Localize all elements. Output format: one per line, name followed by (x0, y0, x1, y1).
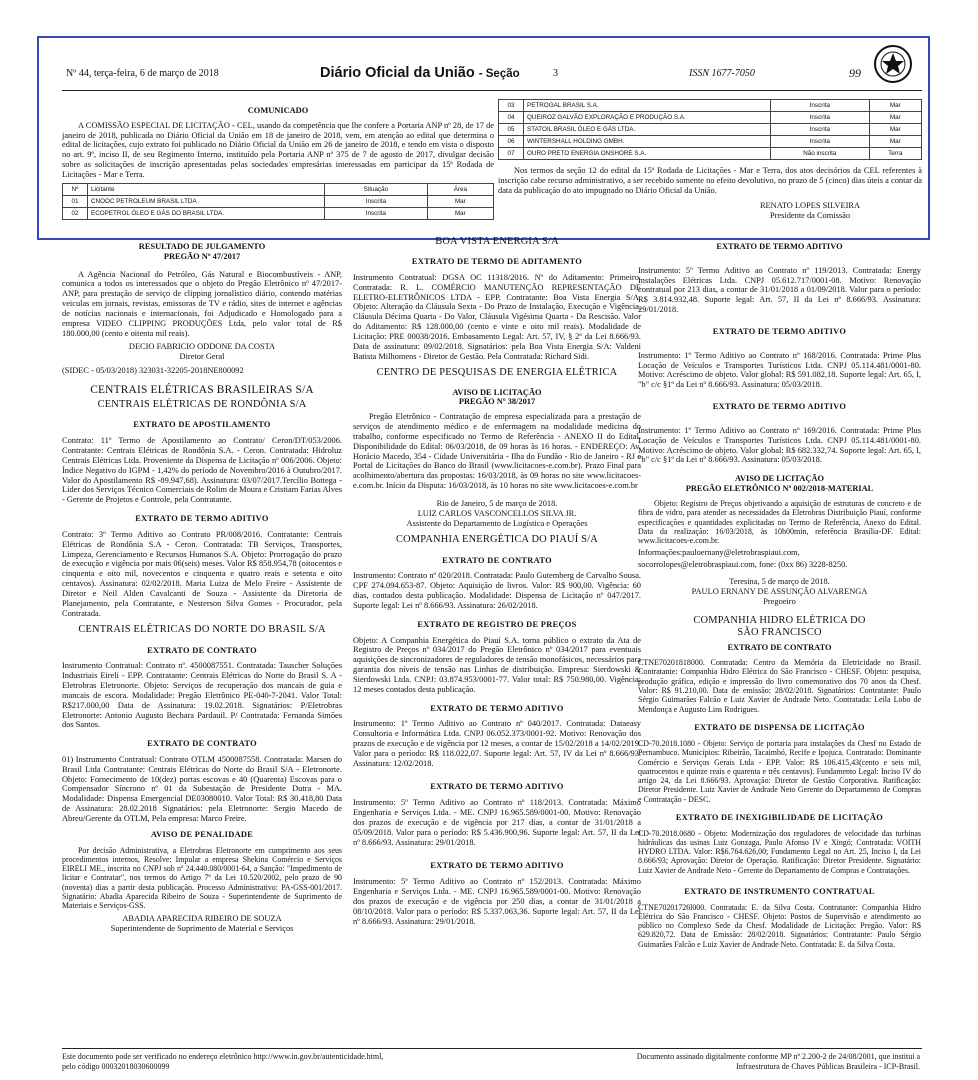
comunicado-signer (698, 201, 922, 221)
signer-name: DECIO FABRICIO ODDONE DA COSTA (128, 342, 276, 352)
comunicado-continuation (498, 99, 922, 223)
table-header-row (63, 183, 494, 195)
section-heading: EXTRATO DE DISPENSA DE LICITAÇÃO (694, 723, 865, 733)
section-text: 01) Instrumento Contratual: Contrato OTLM 4500087558. Contratada: Marsen do Brasil Ltda Contratante: Centrais Elétricas do Norte do Brasil S/A - Eletronorte. Objeto: Fornecimento de 10(dez) portas escovas e 40 (Quarenta) Escovas para o Compensador Síncrono nº 01 da Subestação de Presidente Dutra - MA. Modalidade: Dispensa Emergencial DE03080010. Valor Total: R$ 30.418,80 Data de Assinatura: 28.02.2018 Signatários: pela Eletronorte: Sergio Macedo de Abreu/Gerente da OTLM, Pela empresa: Marco Freire. (62, 754, 342, 823)
signer-name: RENATO LOPES SILVEIRA (759, 201, 861, 211)
table-cell: WINTERSHALL HOLDING GMBH. (524, 136, 771, 148)
table-cell: Mar (869, 124, 921, 136)
table-cell: 01 (63, 195, 88, 207)
col-header: Nº (63, 183, 88, 195)
section-text: Instrumento Contratual: DGSA OC 11318/2016. Nº do Aditamento: Primeiro. Contratada: R. L. COMÉRCIO MANUTENÇÃO REPRESENTAÇÃO DE ELETRO-ELETRÔNICOS LTDA - EPP. Contratante: Boa Vista Energia S/A. Objeto: Alteração da Cláusula Sexta - Do Prazo de Instalação, Execução e Vigência, Cláusula Décima Quarta - Do Valor, Cláusula Vigésima Quarta - Da Rescisão. Valor do Aditamento: R$ 128.000,00 (cento e vinte e oito mil reais). Modalidade de Licitação: PRE 00038/2016. Embasamento Legal: Art. 57, IV, § 2º da Lei 8.666/93. Data de assinatura: 09/02/2018. Signatários: pela Boa Vista Energia S/A: Valdeni Batista Milhomens - Diretor de Gestão. Pela Contratada: Richard Sidi. (353, 273, 641, 361)
table-cell: 05 (499, 124, 524, 136)
signer-name: PAULO ERNANY DE ASSUNÇÃO ALVARENGA (691, 587, 868, 597)
org-title: CENTRAIS ELÉTRICAS BRASILEIRAS S/A (90, 383, 314, 396)
section-heading: EXTRATO DE TERMO ADITIVO (430, 703, 564, 713)
place-date: Rio de Janeiro, 5 de março de 2018. (436, 498, 558, 508)
table-cell: 07 (499, 148, 524, 160)
section-text: Instrumento: 5º Termo Aditivo ao Contrato nº 118/2013. Contratada: Máximo Engenharia e Serviços Ltda. - ME. CNPJ 16.965.589/0001-00. Motivo: Renovação dos prazos de execução e de vigência por 217 dias, a contar de 31/01/2018 a 05/09/2018. Valor para o período: R$ 5.436.900,96. Suporte legal: Art. 57, II da Lei nº 8.666/93. Assinatura: 29/01/2018. (353, 798, 641, 847)
col-header: Situação (325, 183, 428, 195)
section-text: Instrumento: 1º Termo Aditivo ao Contrato nº 168/2016. Contratada: Prime Plus Locação de Veículos e Transportes Turísticos Ltda. CNPJ 05.114.481/0001-80. Motivo: Acréscimo de objeto. Valor global: R$ 591.082,18. Suporte legal: Art. 65, I, "b" c/c §1º da Lei nº 8.666/93. Assinatura: 05/03/2018. (638, 350, 921, 390)
org-title: CENTRAIS ELÉTRICAS DO NORTE DO BRASIL S/A (78, 624, 326, 636)
table-cell: Inscrita (325, 195, 428, 207)
col-header: Licitante (88, 183, 325, 195)
col-header: Área (427, 183, 493, 195)
section-text: Objeto: A Companhia Energética do Piauí S.A. torna público o extrato da Ata de Registro de Preços nº 034/2017 do Pregão Eletrônico nº 034/2017 para eventuais aquisições de sincronizadores de reguladores de tensão monofásicos, necessários para garantia dos níveis de tensão nas Linhas de distribuição. Empresa: Sierdowski & Sierdowski Ltda. CNPJ: 03.874.953/0001-77. Valor total: R$ 750.980,00. Vigência: 12 meses contados desta publicação. (353, 635, 641, 694)
table-cell: Terra (869, 148, 921, 160)
section-text: Instrumento: 5º Termo Aditivo ao Contrato nº 152/2013. Contratada: Máximo Engenharia e Serviços Ltda. - ME. CNPJ 16.965.589/0001-00. Motivo: Renovação dos prazos de execução e de vigência por 250 dias, a contar de 31/01/2018 a 08/10/2018. Valor para o período: R$ 5.337.063,36. Suporte legal: Art. 57, II da Lei nº 8.666/93. Assinatura: 29/01/2018. (353, 877, 641, 926)
table-row (499, 148, 922, 160)
section-prefix: - Seção (478, 68, 520, 80)
contact-line: socorrolopes@eletrobraspiaui.com, fone: (0xx 86) 3228-8250. (638, 559, 848, 569)
section-text: CD-70.2018.0680 - Objeto: Modernização dos reguladores de velocidade das turbinas hidráulicas das usinas Luiz Gonzaga, Paulo Afonso IV e Xingó; Contratada: VOITH HYDRO LTDA. Valor: R$6.764.626,00; Fundamento Legal no Art. 25, Inciso I, da Lei 8.666/93; Aprovação: Diretor de Operação. Ratificação: Diretor Presidente. Signatário: Luiz Xavier de Andrade Neto - Gerente do Departamento de Compras e Contratações. (638, 828, 921, 875)
section-heading: EXTRATO DE CONTRATO (147, 645, 257, 655)
org-title: CENTRO DE PESQUISAS DE ENERGIA ELÉTRICA (376, 367, 618, 379)
coat-of-arms-icon (873, 44, 913, 84)
section-text: Instrumento: Contrato nº 020/2018. Contratada: Paulo Gutemberg de Carvalho Sousa. CPF 274.094.653-87. Objeto: Aquisição de livros. Valor: R$ 900,00. Vigência: 60 dias, contados desta publicação. Modalidade: Dispensa de Licitação nº 047/2017. Suporte legal: Lei nº 8.666/93. Assinatura: 26/02/2018. (353, 571, 641, 610)
section-text: Pregão Eletrônico - Contratação de empresa especializada para a prestação de serviços de atendimento médico e de enfermagem na modalidade medicina do trabalho, conforme especificado no Termo de Referência - ANEXO II do Edital. Disponibilidade do Edital: 06/03/2018, de 09 horas às 16 horas. - ENDEREÇO: Av. Horácio Macedo, 354 - Cidade Universitária - Ilha do Fundão - Rio de Janeiro - RJ e Portal de Licitações do Banco do Brasil (www.licitacoes-e.com.br). Prazo Final para acolhimento/abertura das propostas: 16/03/2018, às 09 horas no site www.licitacoes-e.com.br. Início da Disputa: 16/03/2018, às 10 horas no site www.licitacoes-e.com.br (353, 412, 641, 491)
header-rule (62, 90, 922, 91)
table-cell: Inscrita (771, 136, 870, 148)
section-text: Instrumento: 5º Termo Aditivo ao Contrato nº 119/2013. Contratada: Energy Instalações Elétricas Ltda. CNPJ 05.612.717/0001-08. Motivo: Renovação contratual por 213 dias, a contar de 31/01/2018 a 01/09/2018. Valor para o período: R$ 3.814.932,48. Suporte legal: Art. 57, II da Lei nº 8.666/93. Assinatura: 29/01/2018. (638, 265, 921, 315)
column-2 (353, 236, 641, 928)
table-row (63, 195, 494, 207)
section-heading: AVISO DE LICITAÇÃO (734, 474, 825, 484)
signer-name: ABADIA APARECIDA RIBEIRO DE SOUZA (122, 914, 282, 924)
signer-role: Diretor Geral (179, 352, 225, 362)
journal-title (320, 65, 520, 82)
issn: ISSN 1677-7050 (689, 68, 755, 79)
result-text: A Agência Nacional do Petróleo, Gás Natural e Biocombustíveis - ANP, comunica a todos os interessados que o objeto do Pregão Eletrônico nº 47/2017-ANP, para prestação de serviço de clipping jornalístico diário, contendo matérias veiculas em jornais, revistas, emissoras de TV e rádio, sites de internet e agências de notícias nacionais e internacionais, foi Adjudicado e Homologado para a empresa VIDEO CLIPPING PRODUÇÕES Ltda, pelo valor total de R$ 180.000,00 (cento e oitenta mil reais). (62, 269, 342, 338)
section-heading: EXTRATO DE TERMO ADITIVO (135, 514, 269, 524)
section-heading: EXTRATO DE CONTRATO (442, 555, 552, 565)
org-title: SÃO FRANCISCO (737, 627, 822, 639)
section-heading: EXTRATO DE CONTRATO (727, 643, 832, 653)
section-subheading: PREGÃO ELETRÔNICO Nº 002/2018-MATERIAL (685, 484, 874, 494)
table-cell: ECOPETROL ÓLEO E GÁS DO BRASIL LTDA. (88, 207, 325, 219)
section-heading: EXTRATO DE TERMO DE ADITAMENTO (411, 257, 583, 267)
column-1 (62, 242, 342, 936)
signer-role: Presidente da Comissão (769, 211, 851, 221)
footer-right (560, 1052, 920, 1071)
footer-line: Este documento pode ser verificado no endereço eletrônico http://www.in.gov.br/autenticidade.html, (62, 1052, 384, 1061)
issue-date: Nº 44, terça-feira, 6 de março de 2018 (66, 68, 219, 79)
penal-signer (62, 914, 342, 934)
section-heading: EXTRATO DE INSTRUMENTO CONTRATUAL (684, 886, 875, 896)
section-heading: EXTRATO DE TERMO ADITIVO (430, 782, 564, 792)
sidec-ref: (SIDEC - 05/03/2018) 323031-32205-2018NE800092 (62, 366, 244, 376)
result-signer (62, 342, 342, 362)
table-cell: Mar (427, 195, 493, 207)
section-text: Contrato: 11º Termo de Apostilamento ao Contrato/ Ceron/DT/053/2006. Contratante: Centrais Elétricas de Rondônia S.A. - Ceron. Contratada: Hidroluz Centrais Elétricas Ltda. Proveniente da Dispensa de Licitação nº 006/2006. Objeto: Índice Negativo do IGPM - 1,42% do período de Novembro/2016 à Outubro/2017. Valor do Apostilamento R$ -89.947,68). Assinatura: 03/07/2017.Tercílio Bottega - Líder dos Serviços Técnico Comerciais de Rolim de Moura e Cristiam Farias Alves - Gerente de Projetos e Controle, pela Contratante. (62, 436, 342, 505)
signer-role: Pregoeiro (763, 597, 796, 607)
table-cell: 03 (499, 100, 524, 112)
page-header (62, 62, 922, 86)
footer-line: Documento assinado digitalmente conforme MP nº 2.200-2 de 24/08/2001, que institui a (636, 1052, 920, 1061)
table-cell: Inscrita (771, 124, 870, 136)
signer-role: Superintendente de Suprimento de Material e Serviços (110, 924, 294, 934)
table-row (499, 136, 922, 148)
av-signer (638, 577, 921, 606)
comunicado-heading: COMUNICADO (247, 106, 309, 115)
table-cell: Inscrita (771, 112, 870, 124)
table-cell: Mar (869, 136, 921, 148)
section-text: Por decisão Administrativa, a Eletrobras Eletronorte em cumprimento aos seus procedimentos internos, Resolve: Impular a empresa Shekina Comércio e Serviços EIRELI ME., inscrita no CNPJ sob nº 24.440.080/0001-64, a Sanção: "Impedimento de licitar e Contratar", nos termos do Artigo 7º da Lei 10.520/2002, pelo prazo de 90 (noventa) dias a partir desta publicação. Processo Administrativo: PA-GSS-001/2017. Signatário: Abadia Aparecida Ribeiro de Souza - Superintendente de Suprimento de Materiais e Serviços-GSS. (62, 845, 342, 911)
table-row (499, 100, 922, 112)
table-row (499, 112, 922, 124)
signer-name: LUIZ CARLOS VASCONCELLOS SILVA JR. (417, 508, 577, 518)
org-subtitle: CENTRAIS ELÉTRICAS DE RONDÔNIA S/A (97, 399, 307, 411)
journal-name: Diário Oficial da União (320, 65, 475, 81)
comunicado-text: A COMISSÃO ESPECIAL DE LICITAÇÃO - CEL, usando da competência que lhe confere a Portaria ANP nº 28, de 17 de janeiro de 2018, publicada no Diário Oficial da União em 18 de janeiro de 2018, vem, em atenção ao edital que determina o edital de licitações, cujo extrato foi publicado no Diário Oficial da União em 26 de janeiro de 2018, e tendo em vista o disposto no art. 9º, inciso II, de seu Regimento Interno, instituído pela Portaria ANP nº 375 de 7 de agosto de 2017, divulgar decisão sobre as solicitações de inscrição apresentadas pelas sociedades empresárias interessadas em participar da 15ª Rodada de Licitações - Mar e Terra. (62, 120, 494, 179)
section-text: Instrumento: 1º Termo Aditivo ao Contrato nº 040/2017. Contratada: Dataeasy Consultoria e Informática Ltda. CNPJ 06.052.373/0001-92. Motivo: Renovação dos prazos de execução e de vigência por 12 meses, a contar de 15/02/2018 a 14/02/2019. Valor para o período: R$ 118.022,07. Suporte legal: Art. 57, IV da Lei nº 8.666/93. Assinatura: 12/02/2018. (353, 719, 641, 768)
table-cell: PETROGAL BRASIL S.A. (524, 100, 771, 112)
table-cell: QUEIROZ GALVÃO EXPLORAÇÃO E PRODUÇÃO S.A. (524, 112, 771, 124)
result-heading: RESULTADO DE JULGAMENTO (138, 242, 266, 251)
section-heading: EXTRATO DE TERMO ADITIVO (716, 242, 843, 251)
table-cell: 04 (499, 112, 524, 124)
section-heading: EXTRATO DE TERMO ADITIVO (430, 861, 564, 871)
section-heading: EXTRATO DE INEXIGIBILIDADE DE LICITAÇÃO (675, 812, 884, 822)
footer-rule (62, 1048, 922, 1049)
table-cell: Mar (869, 112, 921, 124)
org-title: COMPANHIA ENERGÉTICA DO PIAUÍ S/A (396, 534, 598, 546)
section-heading: EXTRATO DE CONTRATO (147, 739, 257, 749)
column-3 (638, 242, 921, 951)
inscription-table-a (62, 183, 494, 220)
section-heading: EXTRATO DE TERMO ADITIVO (712, 402, 847, 412)
section-subheading: PREGÃO Nº 38/2017 (458, 397, 536, 407)
footer-left (62, 1052, 492, 1071)
table-row (63, 207, 494, 219)
section-text: CTNE70201726l000. Contratada: E. da Silva Costa. Contratante: Companhia Hidro Elétrica do São Francisco - CHESF. Objeto: Postos de Supervisão e atendimento ao público no Complexo Sede da Chesf. Modalidade de Licitação: Pregão. Valor: R$ 629.820,72. Data de Emissão: 28/02/2018. Signatários: Contratante: Paulo Sérgio Guimarães Falcão e Luiz Xavier de Andrade Neto. Contratada: E. da Silva Costa. (638, 902, 921, 949)
section-heading: EXTRATO DE APOSTILAMENTO (133, 420, 271, 430)
section-heading: EXTRATO DE TERMO ADITIVO (712, 326, 847, 336)
table-cell: Inscrita (325, 207, 428, 219)
table-cell: Inscrita (771, 100, 870, 112)
section-text: CTNE70201818000. Contratada: Centro da Memória da Eletricidade no Brasil. Contratante: Companhia Hidro Elétrica do São Francisco - CHESF. Objeto: pesquisa, produção gráfica, edição e impressão do livro comemorativo dos 70 anos da Chesf. Valor: R$ 91.210,00. Data de emissão: 28/02/2018. Signatários: Contratante: Paulo Sérgio Guimarães Falcão e Luiz Xavier de Andrade Neto. Contratada: Leila Lobo de Mendonça e Augusto Lins Rodrigues. (638, 658, 921, 714)
section-text: CD-70.2018.1080 - Objeto: Serviço de portaria para instalações da Chesf no Estado de Pernambuco. Municípios: Ribeirão, Tacaimbó, Recife e Ipojuca. Contratado: Dominante Comércio e Serviços Gerais Ltda - EPP. Valor: R$ 106.415,43(cento e seis mil, quatrocentos e quinze reais e quarenta e três centavos). Fundamento Legal: Inciso IV do artigo 24, da Lei 8.666/93. Aprovação: Diretor de Gestão Corporativa. Ratificação: Diretor Presidente. Luiz Xavier de Andrade Neto Gerente do Departamento de Compras e Contratação - DESC. (638, 739, 921, 804)
section-text: Contrato: 3º Termo Aditivo ao Contrato PR/008/2016. Contratante: Centrais Elétricas de Rondônia S.A - Ceron. Contratada: TB Serviços, Transportes, Limpeza, Gerenciamento e Recursos Humanos S.A. Objeto: Prorrogação do prazo de execução e vigência por mais 06(seis) meses. Valor R$ 858.954,78 (oitocentos e cinquenta e oito mil, novecentos e cinquenta e quatro reais e setenta e oito centavos). Assinatura: 02/02/2018. Maria Luiza de Melo Freire - Assistente de Diretor e Neil Alden Cavalcanti de Souza - Assistente da Diretoria de Planejamento, pela Contratante, e Nesterson Silva Gomes - Procurador, pela Contratada. (62, 529, 342, 618)
table-cell: Mar (427, 207, 493, 219)
table-cell: CNOOC PETROLEUM BRASIL LTDA (88, 195, 325, 207)
contact-line: Informações:pauloernany@eletrobraspiaui.com, (638, 547, 800, 557)
table-row (499, 124, 922, 136)
org-title: BOA VISTA ENERGIA S/A (435, 236, 559, 247)
table-cell: STATOIL BRASIL ÓLEO E GÁS LTDA. (524, 124, 771, 136)
section-text: Objeto: Registro de Preços objetivando a aquisição de estruturas de concreto e de fibra de vidro, para atender as necessidades da Eletrobras Distribuição Piauí, conforme especificações e quantidades explicitadas no Termo de Referência, Anexo do Edital. Data da realização: 16/03/2018, às 10h00min, referência Brasília-DF. Edital: www.licitacoes-e.com.br. (638, 498, 921, 546)
footer-line: pelo código 00032018030600099 (62, 1061, 170, 1071)
table-cell: 06 (499, 136, 524, 148)
section-heading: AVISO DE PENALIDADE (150, 829, 254, 839)
result-subheading: PREGÃO Nº 47/2017 (163, 251, 241, 261)
page-number: 99 (849, 66, 861, 80)
table-cell: OURO PRETO ENERGIA ONSHORE S.A. (524, 148, 771, 160)
table-cell: Não inscrita (771, 148, 870, 160)
section-number: 3 (553, 68, 558, 79)
table-cell: Mar (869, 100, 921, 112)
footer-line: Infraestrutura de Chaves Públicas Brasileira - ICP-Brasil. (736, 1061, 920, 1071)
signer-role: Assistente do Departamento de Logística e Operações (406, 518, 588, 528)
comunicado-text-2: Nos termos da seção 12 do edital da 15ª Rodada de Licitações - Mar e Terra, dos atos decisórios da CEL referentes à inscrição cabe recurso administrativo, a ser recebido somente no efeito devolutivo, no prazo de 5 (cinco) dias úteis a contar da data da publicação do ato impugnado no Diário Oficial da União. (498, 166, 922, 195)
aviso-signer (353, 499, 641, 528)
section-heading: EXTRATO DE REGISTRO DE PREÇOS (417, 619, 577, 629)
section-text: Instrumento: 1º Termo Aditivo ao Contrato nº 169/2016. Contratada: Prime Plus Locação de Veículos e Transportes Turísticos Ltda. CNPJ 05.114.481/0001-80. Motivo: Acréscimo de objeto. Valor global: R$ 682.332,74. Suporte legal: Art. 65, I, "b" c/c §1º da Lei nº 8.666/93. Assinatura: 05/03/2018. (638, 425, 921, 465)
org-title: COMPANHIA HIDRO ELÉTRICA DO (693, 614, 866, 626)
place-date: Teresina, 5 de março de 2018. (729, 577, 830, 587)
table-cell: 02 (63, 207, 88, 219)
comunicado-section (62, 100, 494, 220)
section-heading: AVISO DE LICITAÇÃO (452, 387, 542, 397)
inscription-table-b (498, 99, 922, 160)
section-text: Instrumento Contratual: Contrato nº. 4500087551. Contratada: Tauscher Soluções Industriais Eireli - EPP. Contratante: Centrais Elétricas do Norte do Brasil S. A - Eletrobras Eletronorte. Objeto: Serviços de recuperação dos mancais de guia e mancais de escora. Modalidade: Pregão Eletrônico PE-040-7-2041. Valor Total: R$217.000,00 Data de Assinatura: 19.02.2018. Signatários: P/Eletrobras Eletronorte: Antonio Augusto Bechara Pardauil. P/ Contratada: Fernanda Simões dos Santos. (62, 661, 342, 730)
